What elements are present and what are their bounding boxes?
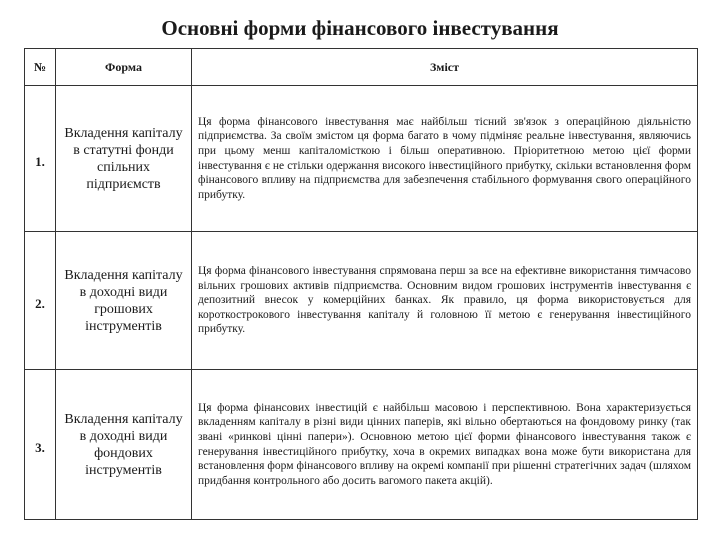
row-number: 3. <box>25 370 56 520</box>
table-row <box>25 86 698 232</box>
row-number: 1. <box>25 86 56 232</box>
table-header-row <box>25 49 698 86</box>
page-title: Основні форми фінансового інвестування <box>161 16 559 40</box>
row-number: 2. <box>25 232 56 370</box>
row-form: Вкладення капіталу в доходні види фондових інструментів <box>56 370 192 520</box>
row-form: Вкладення капіталу в статутні фонди спільних підприємств <box>56 86 192 232</box>
row-content: Ця форма фінансових інвестицій є найбільш масовою і перспективною. Вона характеризується вкладенням капіталу в різні види цінних паперів, які вільно обертаються на фондовому ринку (так звані «ринкові цінні папери»). Основною метою цієї форми фінансового інвестування також є генерування інвестиційного прибутку, хоча в окремих випадках вона може бути використана для встановлення форм фінансового впливу на окремі компанії при рішенні стратегічних задач (шляхом придбання контрольного або досить вагомого пакета акцій). <box>192 370 698 520</box>
row-form: Вкладення капіталу в доходні види грошових інструментів <box>56 232 192 370</box>
table-row <box>25 370 698 520</box>
header-num: № <box>25 49 56 86</box>
row-content: Ця форма фінансового інвестування має найбільш тісний зв'язок з операційною діяльністю підприємства. За своїм змістом ця форма багато в чому підміняє реальне інвестування, являючись при цьому менш капіталомісткою і більш оперативною. Пріоритетною метою цієї форми інвестування є не стільки одержання високого інвестиційного прибутку, скільки встановлення форм фінансового впливу на підприємства для забезпечення стабільного формування свого операційного прибутку. <box>192 86 698 232</box>
header-content: Зміст <box>192 49 698 86</box>
row-content: Ця форма фінансового інвестування спрямована перш за все на ефективне використання тимчасово вільних грошових активів підприємства. Основним видом грошових інструментів інвестування є депозитний внесок у комерційних банках. Як правило, ця форма використовується для короткострокового інвестування капіталу й головною її метою є генерування інвестиційного прибутку. <box>192 232 698 370</box>
investment-forms-table <box>24 48 698 520</box>
header-form: Форма <box>56 49 192 86</box>
table-row <box>25 232 698 370</box>
